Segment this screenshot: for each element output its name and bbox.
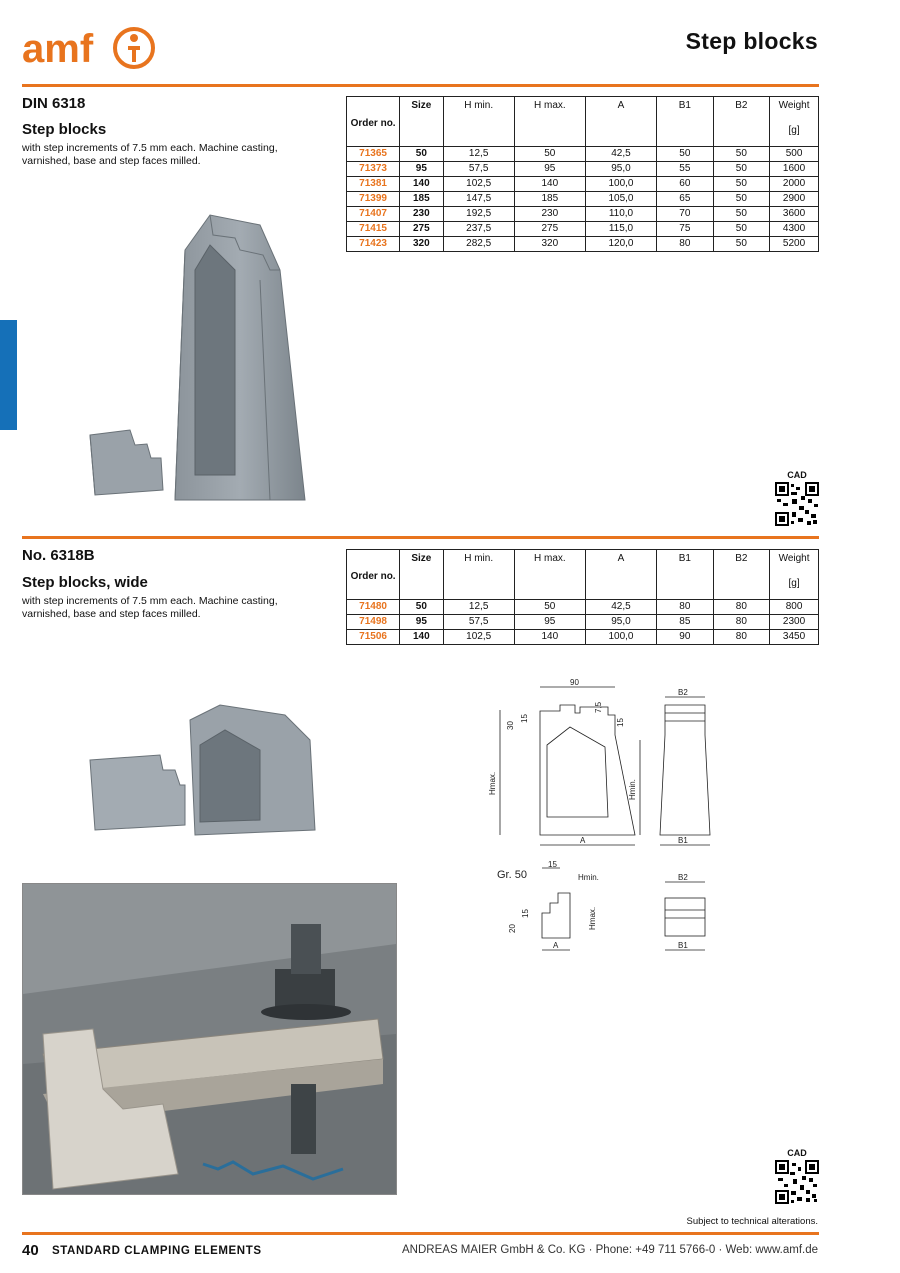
table-cell: 1600: [770, 162, 819, 177]
header-divider: [22, 84, 819, 87]
section2-title: Step blocks, wide: [22, 574, 148, 591]
table-cell: 230: [400, 207, 443, 222]
table-cell: 50: [713, 192, 769, 207]
weight-label: Weight: [778, 553, 810, 564]
col-b1: B1: [657, 97, 713, 147]
table-cell: 80: [713, 615, 769, 630]
table-cell: 57,5: [443, 615, 514, 630]
table-cell: 70: [657, 207, 713, 222]
dim-s15: 15: [548, 860, 557, 869]
section2-table-body: [347, 600, 819, 645]
table-cell: 192,5: [443, 207, 514, 222]
table-cell: 50: [713, 177, 769, 192]
table-row: [347, 147, 819, 162]
order-number-cell: 71373: [347, 162, 400, 177]
table-cell: 2000: [770, 177, 819, 192]
order-number-cell: 71506: [347, 630, 400, 645]
order-number-cell: 71407: [347, 207, 400, 222]
dim-15b: 15: [616, 718, 625, 727]
section2-spec-table: [346, 549, 819, 645]
section2-cad-qr-icon[interactable]: [775, 1160, 819, 1204]
table-cell: 80: [657, 600, 713, 615]
amf-logo: [22, 24, 162, 74]
table-cell: 100,0: [585, 630, 656, 645]
table-cell: 50: [514, 147, 585, 162]
table-cell: 3450: [770, 630, 819, 645]
col-hmax: H max.: [514, 97, 585, 147]
table-cell: 5200: [770, 237, 819, 252]
table-cell: 75: [657, 222, 713, 237]
table-cell: 80: [713, 600, 769, 615]
table-row: [347, 615, 819, 630]
table-cell: 60: [657, 177, 713, 192]
table-cell: 110,0: [585, 207, 656, 222]
technical-drawing-gr50: [480, 858, 730, 958]
table-cell: 800: [770, 600, 819, 615]
table-cell: 230: [514, 207, 585, 222]
table-cell: 320: [514, 237, 585, 252]
table-cell: 65: [657, 192, 713, 207]
dim-shmin: Hmin.: [578, 873, 599, 882]
col-order: Order no.: [347, 97, 400, 147]
table-cell: 147,5: [443, 192, 514, 207]
table-cell: 102,5: [443, 630, 514, 645]
table-cell: 120,0: [585, 237, 656, 252]
technical-note: Subject to technical alterations.: [686, 1216, 818, 1227]
footer-company-line: ANDREAS MAIER GmbH & Co. KG · Phone: +49 711 5766-0 · Web: www.amf.de: [402, 1244, 818, 1256]
section2-cad-label: CAD: [787, 1148, 807, 1158]
table-cell: 80: [713, 630, 769, 645]
dim-shmax: Hmax.: [588, 906, 597, 930]
dim-s15b: 15: [521, 909, 530, 918]
table-cell: 42,5: [585, 147, 656, 162]
table-cell: 50: [713, 207, 769, 222]
table-cell: 320: [400, 237, 443, 252]
col-hmin: H min.: [443, 97, 514, 147]
section2-standard: No. 6318B: [22, 547, 95, 564]
col-b2: B2: [713, 97, 769, 147]
dim-7-5: 7,5: [594, 701, 603, 713]
section1-title: Step blocks: [22, 121, 107, 138]
footer-divider: [22, 1232, 819, 1235]
section2-description: with step increments of 7.5 mm each. Machine casting, varnished, base and step faces milled.: [22, 595, 278, 620]
dim-s20: 20: [508, 924, 517, 933]
table-cell: 140: [514, 177, 585, 192]
table-cell: 50: [400, 600, 443, 615]
col-b2: B2: [713, 550, 769, 600]
table-cell: 85: [657, 615, 713, 630]
table-row: [347, 192, 819, 207]
col-size: Size: [400, 97, 443, 147]
section1-cad-label: CAD: [787, 470, 807, 480]
logo-text: amf: [22, 27, 94, 71]
table-cell: 95,0: [585, 615, 656, 630]
application-photo: [22, 883, 397, 1195]
dim-sb1: B1: [678, 941, 688, 950]
dim-sb2: B2: [678, 873, 688, 882]
order-number-cell: 71415: [347, 222, 400, 237]
weight-unit: [g]: [788, 578, 800, 589]
page-title: Step blocks: [685, 28, 818, 54]
table-cell: 50: [400, 147, 443, 162]
table-cell: 95: [514, 615, 585, 630]
table-cell: 3600: [770, 207, 819, 222]
table-cell: 500: [770, 147, 819, 162]
table-cell: 102,5: [443, 177, 514, 192]
table-row: [347, 600, 819, 615]
dim-sa: A: [553, 941, 559, 950]
table-cell: 55: [657, 162, 713, 177]
section1-spec-table: [346, 96, 819, 252]
table-cell: 140: [514, 630, 585, 645]
col-a: A: [585, 550, 656, 600]
dim-hmin: Hmin.: [628, 779, 637, 800]
table-cell: 95: [400, 615, 443, 630]
table-row: [347, 222, 819, 237]
col-weight: [770, 97, 819, 147]
table-row: [347, 207, 819, 222]
dim-90: 90: [570, 678, 579, 687]
table-cell: 50: [657, 147, 713, 162]
product-image-wide-step-blocks: [85, 700, 325, 840]
table-cell: 140: [400, 630, 443, 645]
technical-drawing-main: [480, 675, 730, 855]
table-row: [347, 177, 819, 192]
table-cell: 95,0: [585, 162, 656, 177]
table-row: [347, 630, 819, 645]
table-cell: 282,5: [443, 237, 514, 252]
section1-description: with step increments of 7.5 mm each. Machine casting, varnished, base and step faces milled.: [22, 142, 278, 167]
table-cell: 140: [400, 177, 443, 192]
page-number: 40: [22, 1242, 39, 1259]
table-cell: 2300: [770, 615, 819, 630]
table-cell: 95: [514, 162, 585, 177]
table-cell: 95: [400, 162, 443, 177]
section1-table-body: [347, 147, 819, 252]
dim-15a: 15: [520, 714, 529, 723]
dim-b2: B2: [678, 688, 688, 697]
section1-cad-qr-icon[interactable]: [775, 482, 819, 526]
table-cell: 185: [514, 192, 585, 207]
dim-a: A: [580, 836, 586, 845]
weight-label: Weight: [778, 100, 810, 111]
table-cell: 185: [400, 192, 443, 207]
section1-standard: DIN 6318: [22, 95, 86, 112]
col-b1: B1: [657, 550, 713, 600]
table-cell: 2900: [770, 192, 819, 207]
section-divider: [22, 536, 819, 539]
order-number-cell: 71423: [347, 237, 400, 252]
order-number-cell: 71381: [347, 177, 400, 192]
gr50-label: Gr. 50: [497, 869, 527, 881]
dim-hmax: Hmax.: [488, 771, 497, 795]
footer-section-name: STANDARD CLAMPING ELEMENTS: [52, 1245, 262, 1257]
table-row: [347, 237, 819, 252]
table-cell: 80: [657, 237, 713, 252]
order-number-cell: 71365: [347, 147, 400, 162]
weight-unit: [g]: [788, 125, 800, 136]
table-row: [347, 162, 819, 177]
table-cell: 50: [514, 600, 585, 615]
table-cell: 275: [514, 222, 585, 237]
table-cell: 12,5: [443, 600, 514, 615]
dim-b1: B1: [678, 836, 688, 845]
product-image-step-blocks: [85, 210, 325, 510]
col-hmax: H max.: [514, 550, 585, 600]
order-number-cell: 71480: [347, 600, 400, 615]
table-cell: 42,5: [585, 600, 656, 615]
dim-30: 30: [506, 721, 515, 730]
table-cell: 275: [400, 222, 443, 237]
table-cell: 4300: [770, 222, 819, 237]
col-size: Size: [400, 550, 443, 600]
order-number-cell: 71399: [347, 192, 400, 207]
table-cell: 115,0: [585, 222, 656, 237]
col-hmin: H min.: [443, 550, 514, 600]
table-cell: 50: [713, 147, 769, 162]
order-number-cell: 71498: [347, 615, 400, 630]
table-cell: 100,0: [585, 177, 656, 192]
table-cell: 57,5: [443, 162, 514, 177]
col-a: A: [585, 97, 656, 147]
col-weight: [770, 550, 819, 600]
col-order: Order no.: [347, 550, 400, 600]
table-cell: 50: [713, 222, 769, 237]
side-tab: [0, 320, 17, 430]
table-cell: 237,5: [443, 222, 514, 237]
table-cell: 90: [657, 630, 713, 645]
table-cell: 50: [713, 162, 769, 177]
table-cell: 12,5: [443, 147, 514, 162]
table-cell: 50: [713, 237, 769, 252]
table-cell: 105,0: [585, 192, 656, 207]
